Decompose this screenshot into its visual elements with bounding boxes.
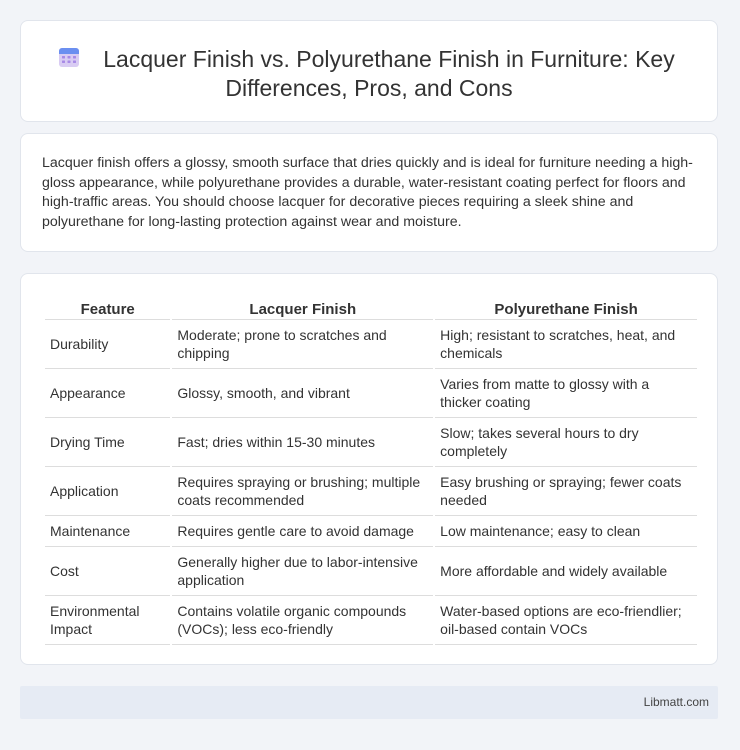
lacquer-cell: Moderate; prone to scratches and chipping (172, 320, 433, 369)
header-polyurethane: Polyurethane Finish (435, 296, 697, 320)
table-row (45, 369, 697, 418)
page-title-line-1: Lacquer Finish vs. Polyurethane Finish in Furniture: Key (103, 46, 675, 72)
table-header-row (45, 296, 697, 320)
page-title (21, 45, 717, 103)
intro-card (20, 133, 718, 252)
table-row (45, 596, 697, 645)
polyurethane-cell: Water-based options are eco-friendlier; oil-based contain VOCs (435, 596, 697, 645)
feature-cell: Durability (45, 320, 170, 369)
header-lacquer: Lacquer Finish (172, 296, 433, 320)
comparison-card (20, 273, 718, 665)
table-row (45, 418, 697, 467)
polyurethane-cell: Low maintenance; easy to clean (435, 516, 697, 547)
lacquer-cell: Requires spraying or brushing; multiple coats recommended (172, 467, 433, 516)
comparison-table (43, 296, 699, 645)
polyurethane-cell: High; resistant to scratches, heat, and chemicals (435, 320, 697, 369)
polyurethane-cell: Easy brushing or spraying; fewer coats needed (435, 467, 697, 516)
title-card (20, 20, 718, 122)
footer (20, 686, 718, 719)
feature-cell: Environmental Impact (45, 596, 170, 645)
feature-cell: Drying Time (45, 418, 170, 467)
intro-paragraph: Lacquer finish offers a glossy, smooth surface that dries quickly and is ideal for furniture needing a high-gloss appearance, while polyurethane provides a durable, water-resistant coating perfect for floors and high-traffic areas. You should choose lacquer for decorative pieces requiring a sleek shine and polyurethane for long-lasting protection against wear and moisture. (42, 155, 693, 230)
feature-cell: Appearance (45, 369, 170, 418)
feature-cell: Cost (45, 547, 170, 596)
lacquer-cell: Generally higher due to labor-intensive application (172, 547, 433, 596)
polyurethane-cell: Slow; takes several hours to dry completely (435, 418, 697, 467)
feature-cell: Maintenance (45, 516, 170, 547)
table-row (45, 547, 697, 596)
page-title-line-2: Differences, Pros, and Cons (225, 75, 513, 101)
footer-brand[interactable]: Libmatt.com (643, 695, 709, 709)
feature-cell: Application (45, 467, 170, 516)
lacquer-cell: Requires gentle care to avoid damage (172, 516, 433, 547)
polyurethane-cell: Varies from matte to glossy with a thicker coating (435, 369, 697, 418)
lacquer-cell: Fast; dries within 15-30 minutes (172, 418, 433, 467)
table-row (45, 516, 697, 547)
polyurethane-cell: More affordable and widely available (435, 547, 697, 596)
header-feature: Feature (45, 296, 170, 320)
lacquer-cell: Contains volatile organic compounds (VOCs); less eco-friendly (172, 596, 433, 645)
table-row (45, 467, 697, 516)
table-row (45, 320, 697, 369)
lacquer-cell: Glossy, smooth, and vibrant (172, 369, 433, 418)
